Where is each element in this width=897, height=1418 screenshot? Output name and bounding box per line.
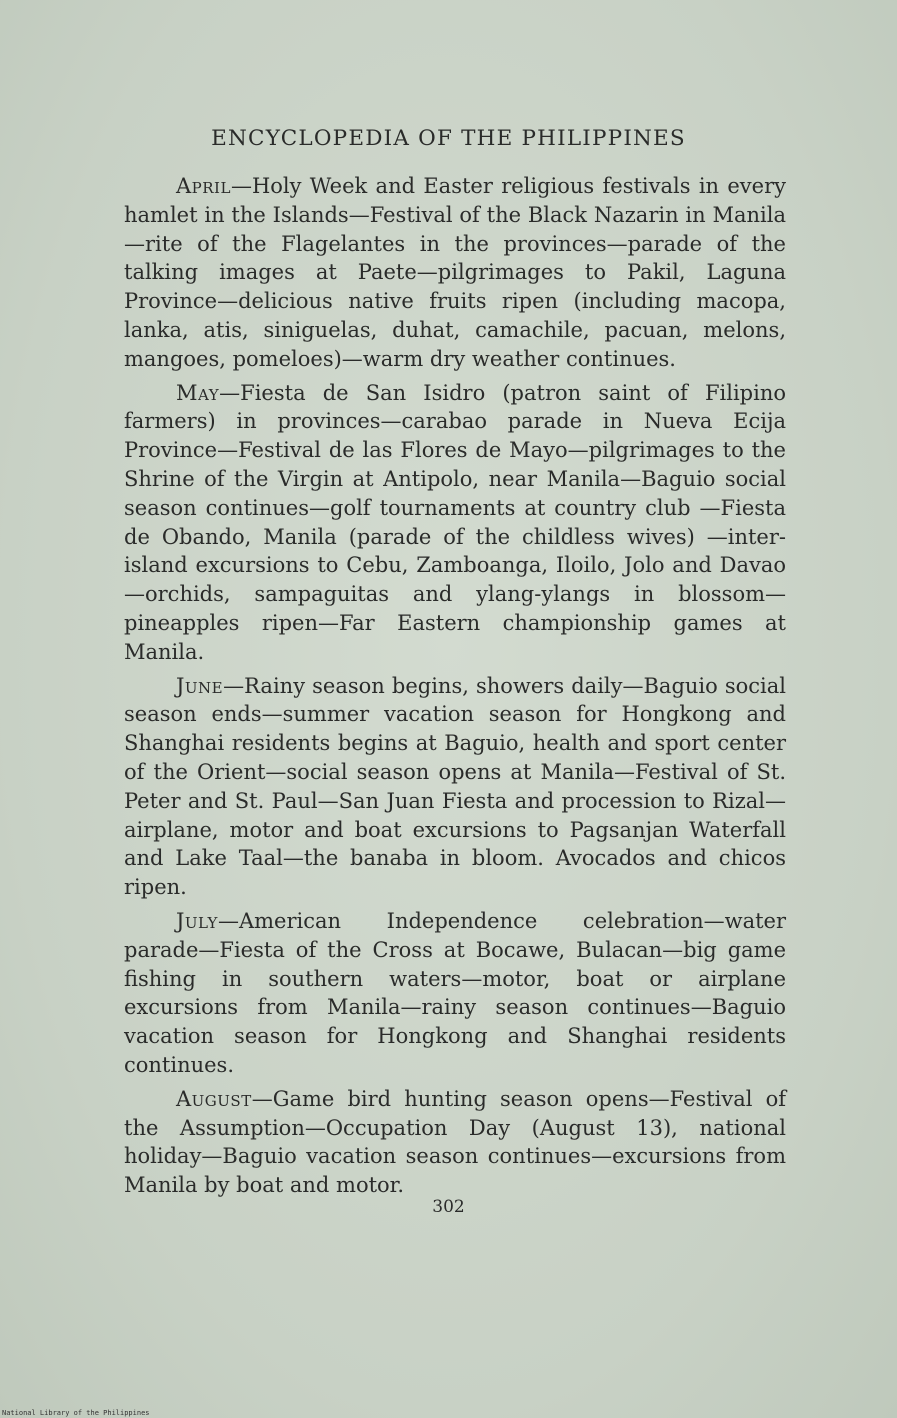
paragraph-text: —American Independence celebration—water parade—Fiesta of the Cross at Bocawe, Bulacan—big game fishing in southern waters—motor, boat or airplane excursions from Manila—rainy season continues—Baguio vacation season for Hongkong and Shanghai residents continues. bbox=[124, 908, 786, 1077]
paragraph-may bbox=[124, 379, 786, 667]
paragraph-june bbox=[124, 672, 786, 902]
month-label: May bbox=[176, 380, 220, 405]
page-number: 302 bbox=[432, 1197, 465, 1217]
month-label: June bbox=[176, 673, 224, 698]
month-label: July bbox=[176, 908, 218, 933]
library-credit: National Library of the Philippines bbox=[2, 1409, 150, 1417]
month-label: August bbox=[176, 1086, 252, 1111]
paragraph-august bbox=[124, 1085, 786, 1200]
paragraph-july bbox=[124, 907, 786, 1080]
paragraph-text: —Rainy season begins, showers daily—Baguio social season ends—summer vacation season for Hongkong and Shanghai residents begins at Baguio, health and sport center of the Orient—social season opens at Manila—Festival of St. Peter and St. Paul—San Juan Fiesta and procession to Rizal—airplane, motor and boat excursions to Pagsanjan Waterfall and Lake Taal—the banaba in bloom. Avocados and chicos ripen. bbox=[124, 673, 786, 900]
paragraph-text: —Holy Week and Easter religious festivals in every hamlet in the Islands—Festival of the Black Nazarin in Manila—rite of the Flagelantes in the provinces—parade of the talking images at Paete—pilgrimages to Pakil, Laguna Province—delicious native fruits ripen (including macopa, lanka, atis, siniguelas, duhat, camachile, pacuan, melons, mangoes, pomeloes)—warm dry weather continues. bbox=[124, 174, 786, 371]
month-label: April bbox=[176, 174, 231, 198]
paragraph-text: —Game bird hunting season opens—Festival of the Assumption—Occupation Day (August 13), national holiday—Baguio vacation season continues—excursions from Manila by boat and motor. bbox=[124, 1086, 786, 1198]
paragraph-april bbox=[124, 172, 786, 374]
running-header: ENCYCLOPEDIA OF THE PHILIPPINES bbox=[211, 126, 686, 151]
calendar-text bbox=[124, 172, 786, 1205]
paragraph-text: —Fiesta de San Isidro (patron saint of Filipino farmers) in provinces—carabao parade in Nueva Ecija Province—Festival de las Flores de Mayo—pilgrimages to the Shrine of the Virgin at Antipolo, near Manila—Baguio social season continues—golf tournaments at country club —Fiesta de Obando, Manila (parade of the childless wives) —inter-island excursions to Cebu, Zamboanga, Iloilo, Jolo and Davao—orchids, sampaguitas and ylang-ylangs in blossom—pineapples ripen—Far Eastern championship games at Manila. bbox=[124, 380, 786, 664]
